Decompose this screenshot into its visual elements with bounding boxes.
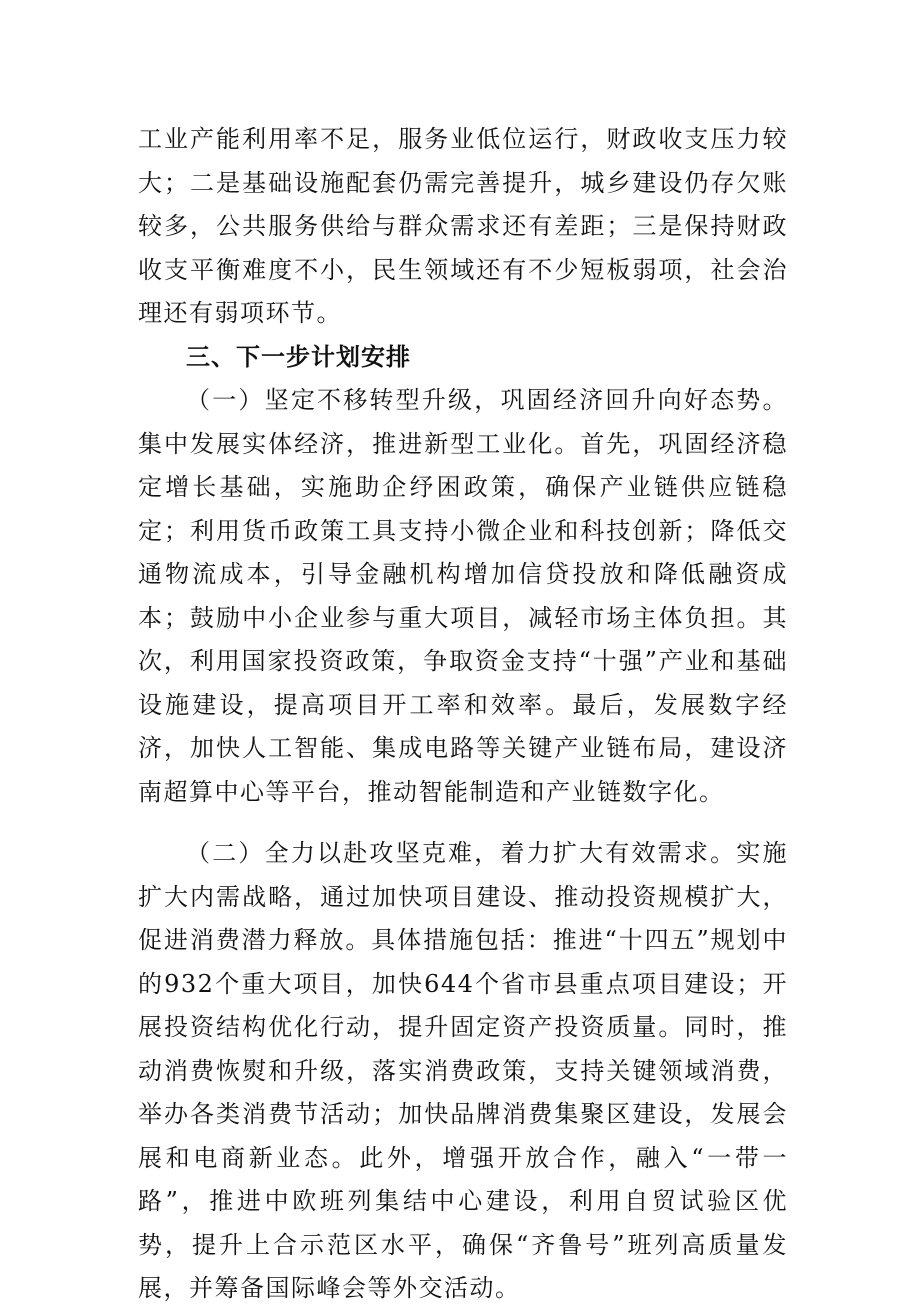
paragraph-continued: 工业产能利用率不足，服务业低位运行，财政收支压力较大；二是基础设施配套仍需完善提升，城乡建设仍存欠账较多，公共服务供给与群众需求还有差距；三是保持财政收支平衡难度不小，民生领域还有不少短板弱项，社会治理还有弱项环节。 (138, 125, 788, 327)
paragraph-1: （一）坚定不移转型升级，巩固经济回升向好态势。集中发展实体经济，推进新型工业化。首先，巩固经济稳定增长基础，实施助企纾困政策，确保产业链供应链稳定；利用货币政策工具支持小微企业和科技创新；降低交通物流成本，引导金融机构增加信贷投放和降低融资成本；鼓励中小企业参与重大项目，减轻市场主体负担。其次，利用国家投资政策，争取资金支持“十强”产业和基础设施建设，提高项目开工率和效率。最后，发展数字经济，加快人工智能、集成电路等关键产业链布局，建设济南超算中心等平台，推动智能制造和产业链数字化。 (138, 386, 788, 806)
paragraph-2: （二）全力以赴攻坚克难，着力扩大有效需求。实施扩大内需战略，通过加快项目建设、推动投资规模扩大，促进消费潜力释放。具体措施包括：推进“十四五”规划中的932个重大项目，加快644个省市县重点项目建设；开展投资结构优化行动，提升固定资产投资质量。同时，推动消费恢熨和升级，落实消费政策，支持关键领域消费，举办各类消费节活动；加快品牌消费集聚区建设，发展会展和电商新业态。此外，增强开放合作，融入“一带一路”，推进中欧班列集结中心建设，利用自贸试验区优势，提升上合示范区水平，确保“齐鲁号”班列高质量发展，并筹备国际峰会等外交活动。 (138, 839, 788, 1302)
paragraph-gap (138, 814, 788, 832)
section-heading: 三、下一步计划安排 (186, 342, 411, 371)
document-body (138, 118, 788, 1311)
